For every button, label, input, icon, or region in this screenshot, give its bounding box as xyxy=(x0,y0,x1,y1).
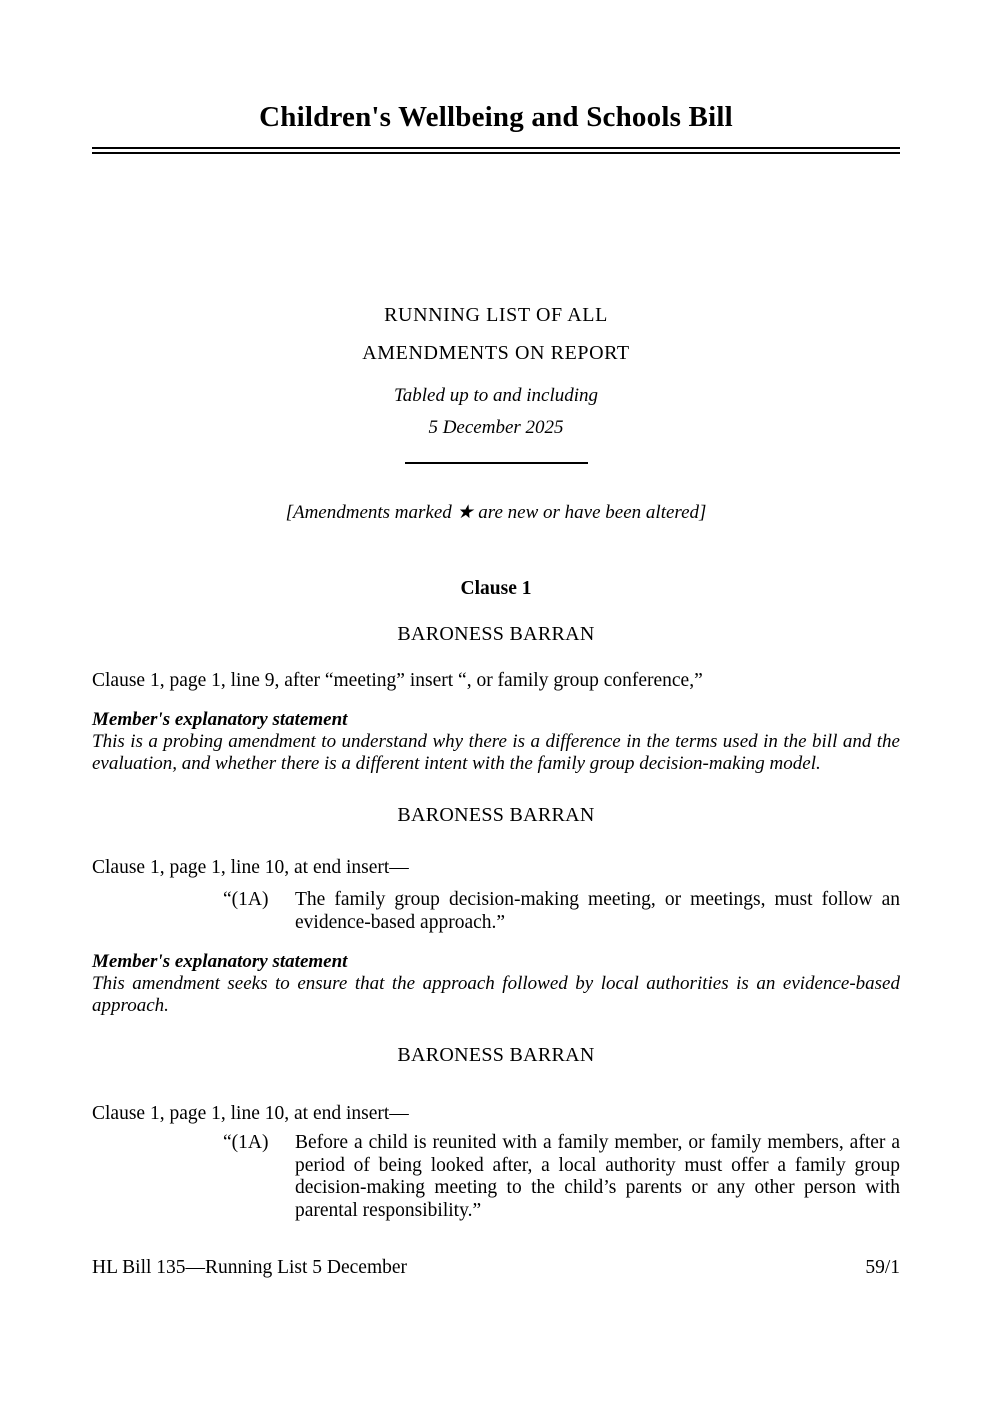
amendment-instruction: Clause 1, page 1, line 10, at end insert— xyxy=(92,857,409,878)
running-list-heading-line1: RUNNING LIST OF ALL xyxy=(384,304,608,326)
tabled-note-line2: 5 December 2025 xyxy=(428,417,564,438)
inserted-subsection-label: “(1A) xyxy=(223,889,269,910)
inserted-subsection-text: The family group decision-making meeting, or meetings, must follow an evidence-based approach.” xyxy=(295,889,900,933)
clause-heading: Clause 1 xyxy=(460,578,532,599)
section-divider-rule xyxy=(405,462,588,464)
inserted-subsection xyxy=(223,1132,900,1222)
footer-bill-reference: HL Bill 135—Running List 5 December xyxy=(92,1257,408,1278)
tabled-note-line1: Tabled up to and including xyxy=(393,385,599,406)
running-list-heading xyxy=(92,296,900,372)
amendment-sponsor: BARONESS BARRAN xyxy=(397,1044,595,1066)
tabled-note xyxy=(92,380,900,444)
amendment-instruction: Clause 1, page 1, line 9, after “meeting” insert “, or family group conference,” xyxy=(92,670,703,691)
page-title: Children's Wellbeing and Schools Bill xyxy=(259,101,733,133)
inserted-subsection-text: Before a child is reunited with a family member, or family members, after a period of being looked after, a local authority must offer a family group decision-making meeting to the child’s parents or any other person with parental responsibility.” xyxy=(295,1132,900,1221)
explanatory-statement-text: This amendment seeks to ensure that the approach followed by local authorities is an evidence-based approach. xyxy=(92,973,900,1016)
amendment-sponsor: BARONESS BARRAN xyxy=(397,804,595,826)
explanatory-statement-text: This is a probing amendment to understand why there is a difference in the terms used in the bill and the evaluation, and whether there is a different intent with the family group decision-making model. xyxy=(92,731,900,774)
explanatory-statement-heading: Member's explanatory statement xyxy=(92,709,348,730)
amendment-instruction: Clause 1, page 1, line 10, at end insert— xyxy=(92,1103,409,1124)
footer-page-number: 59/1 xyxy=(865,1257,900,1278)
title-double-rule xyxy=(92,147,900,154)
star-marker-note: [Amendments marked ★ are new or have been altered] xyxy=(285,502,707,523)
inserted-subsection xyxy=(223,889,900,934)
inserted-subsection-label: “(1A) xyxy=(223,1132,269,1153)
running-list-heading-line2: AMENDMENTS ON REPORT xyxy=(362,342,630,364)
explanatory-statement-heading: Member's explanatory statement xyxy=(92,951,348,972)
page-footer xyxy=(92,1256,900,1280)
amendment-sponsor: BARONESS BARRAN xyxy=(397,623,595,645)
